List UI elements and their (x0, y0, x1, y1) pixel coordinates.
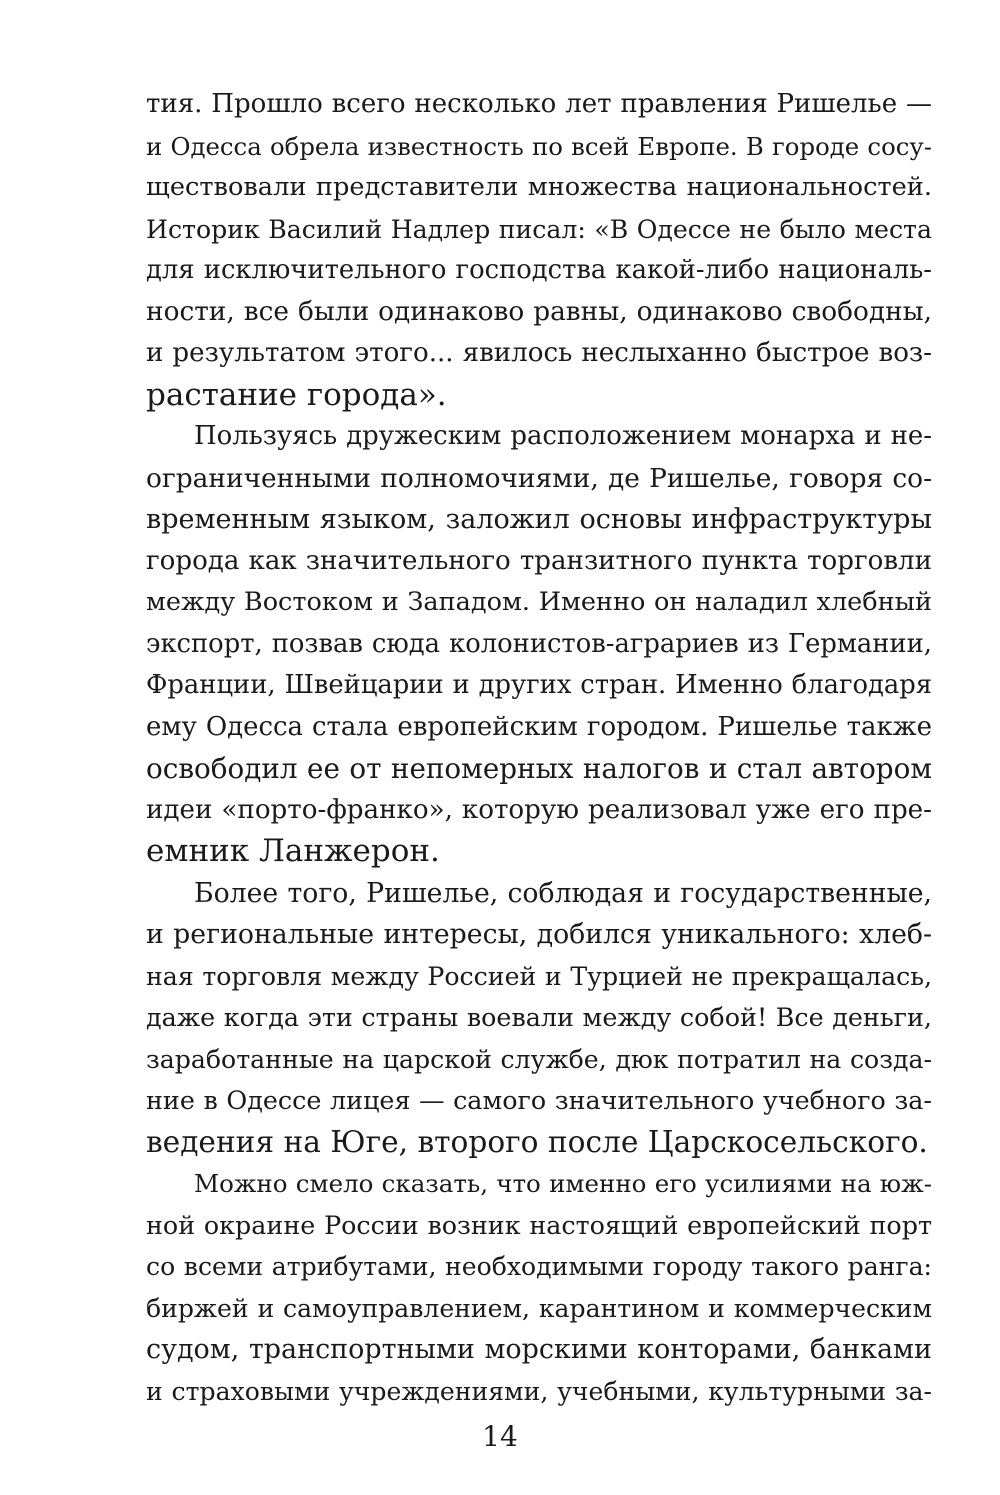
text-line: и региональные интересы, добился уникального: хлеб- (146, 919, 932, 950)
text-line: города как значительного транзитного пункта торговли (146, 545, 932, 576)
text-line: Более того, Ришелье, соблюдая и государственные, (194, 877, 932, 909)
text-line: ние в Одессе лицея — самого значительного учебного за- (146, 1085, 932, 1115)
text-line: ему Одесса стала европейским городом. Ришелье также (146, 711, 932, 742)
paragraph (146, 84, 932, 416)
text-line: и страховыми учреждениями, учебными, культурными за- (146, 1376, 932, 1406)
text-line: Пользуясь дружеским расположением монарха и не- (194, 421, 932, 451)
text-line: заработанные на царской службе, дюк потратил на созда- (146, 1044, 932, 1074)
text-line: судом, транспортными морскими конторами, банками (146, 1334, 932, 1365)
text-line: Франции, Швейцарии и других стран. Именно благодаря (146, 670, 932, 700)
text-line: емник Ланжерон. (146, 833, 440, 869)
text-line: Можно смело сказать, что именно его усилиями на юж- (194, 1169, 932, 1198)
paragraph (146, 1163, 932, 1412)
paragraph (146, 416, 932, 873)
text-line: биржей и самоуправлением, карантином и коммерческим (146, 1293, 932, 1323)
text-line: ной окраине России возник настоящий европейский порт (146, 1209, 932, 1240)
text-line: растание города». (146, 376, 447, 413)
text-line: идеи «порто-франко», которую реализовал уже его пре- (146, 794, 932, 825)
text-line: ограниченными полномочиями, де Ришелье, говоря со- (146, 462, 932, 494)
text-line: ведения на Юге, второго после Царскосельского. (146, 1124, 928, 1159)
body-text (146, 84, 932, 1412)
paragraph (146, 873, 932, 1164)
text-line: временным языком, заложил основы инфраструктуры (146, 504, 932, 535)
text-line: тия. Прошло всего несколько лет правления Ришелье — (146, 89, 932, 119)
text-line: ности, все были одинаково равны, одинаково свободны, (146, 296, 932, 327)
text-line: ная торговля между Россией и Турцией не прекращалась, (146, 961, 932, 991)
text-line: освободил ее от непомерных налогов и стал автором (146, 752, 932, 785)
text-line: со всеми атрибутами, необходимыми городу такого ранга: (146, 1252, 932, 1281)
text-line: даже когда эти страны воевали между собой! Все деньги, (146, 1002, 932, 1032)
text-line: и Одесса обрела известность по всей Европе. В городе сосу- (146, 131, 932, 161)
text-line: между Востоком и Западом. Именно он наладил хлебный (146, 587, 932, 617)
text-line: и результатом этого... явилось неслыханно быстрое воз- (146, 338, 932, 368)
text-line: для исключительного господства какой-либо националь- (146, 255, 932, 285)
text-line: ществовали представители множества национальностей. (146, 172, 932, 202)
text-line: экспорт, позвав сюда колонистов-аграриев из Германии, (146, 628, 932, 659)
page-number: 14 (482, 1420, 518, 1453)
text-line: Историк Василий Надлер писал: «В Одессе не было места (146, 214, 932, 244)
